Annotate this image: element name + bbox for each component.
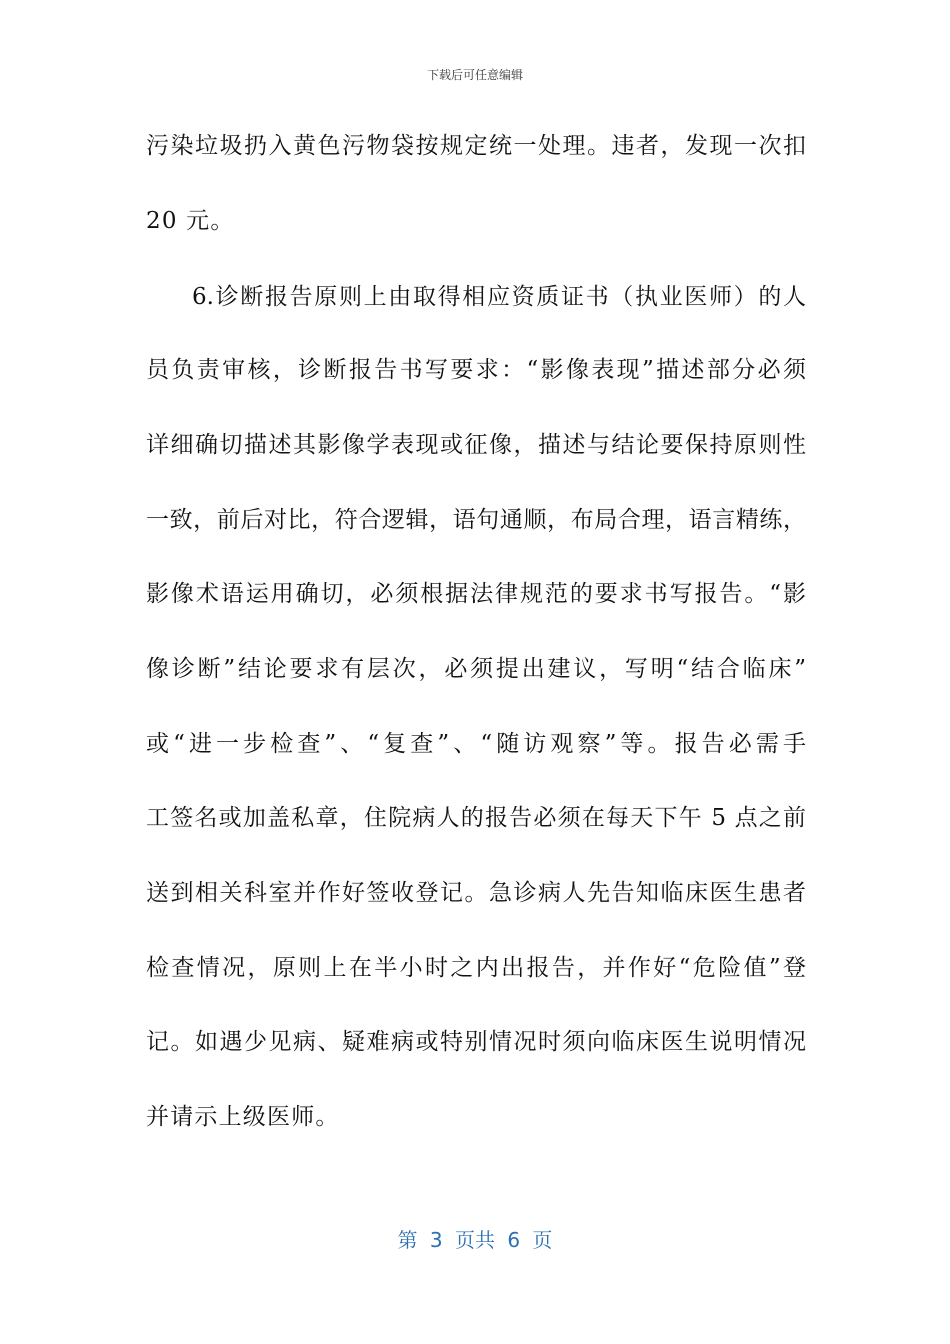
text-line: 污染垃圾扔入黄色污物袋按规定统一处理。违者，发现一次扣	[146, 133, 806, 159]
text-line: 工签名或加盖私章，住院病人的报告必须在每天下午 5 点之前	[146, 805, 806, 831]
text-line: 检查情况，原则上在半小时之内出报告，并作好“危险值”登	[146, 955, 806, 981]
text-line: 影像术语运用确切，必须根据法律规范的要求书写报告。“影	[146, 581, 806, 607]
header-note: 下载后可任意编辑	[426, 68, 523, 82]
text-line: 一致，前后对比，符合逻辑，语句通顺，布局合理，语言精练，	[146, 507, 806, 533]
text-line: 员负责审核，诊断报告书写要求：“影像表现”描述部分必须	[146, 357, 806, 383]
text-line: 20 元。	[146, 208, 235, 234]
text-line: 像诊断”结论要求有层次，必须提出建议，写明“结合临床”	[146, 656, 806, 682]
text-line: 详细确切描述其影像学表现或征像，描述与结论要保持原则性	[146, 432, 806, 458]
text-line: 送到相关科室并作好签收登记。急诊病人先告知临床医生患者	[146, 880, 806, 906]
paragraph-start-line: 6.诊断报告原则上由取得相应资质证书（执业医师）的人	[192, 284, 806, 310]
text-line: 并请示上级医师。	[146, 1104, 340, 1130]
text-line: 或“进一步检查”、“复查”、“随访观察”等。报告必需手	[146, 731, 806, 757]
text-line: 记。如遇少见病、疑难病或特别情况时须向临床医生说明情况	[146, 1029, 806, 1055]
page-number: 第 3 页共 6 页	[397, 1228, 553, 1252]
